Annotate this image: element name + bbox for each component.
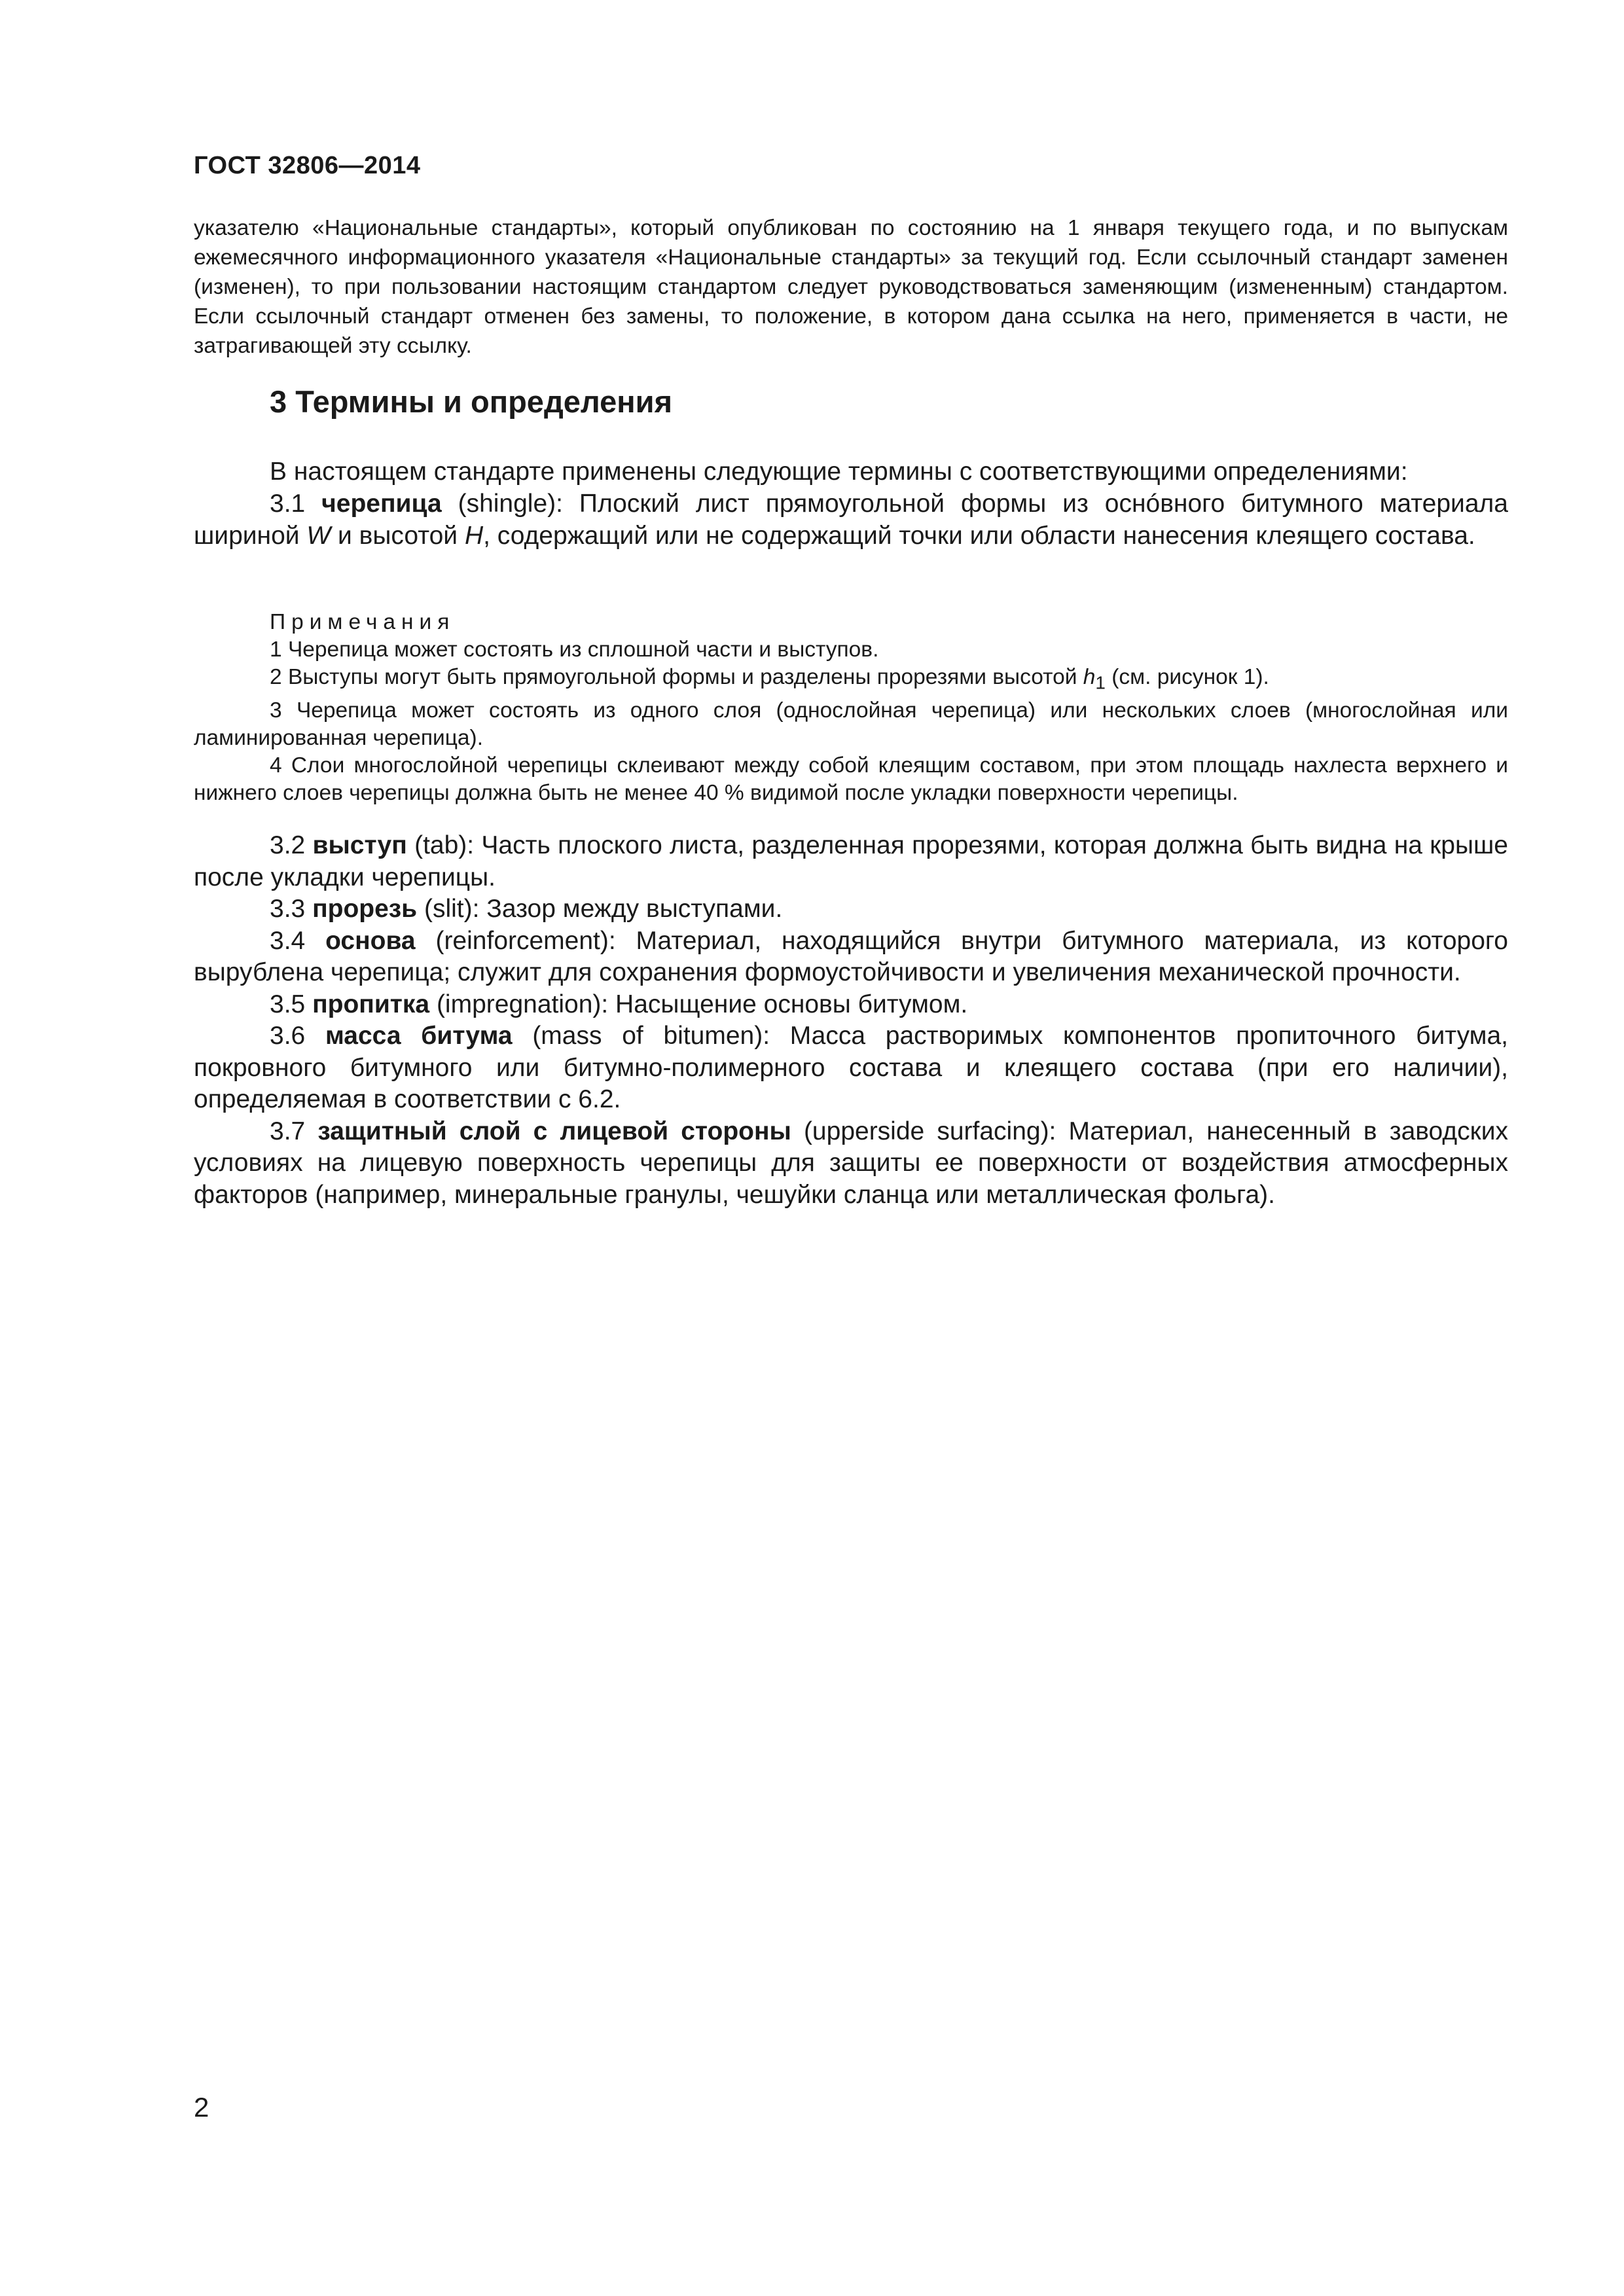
definition-term: пропитка xyxy=(312,990,430,1018)
definition-3-6 xyxy=(194,1020,1508,1116)
document-header: ГОСТ 32806—2014 xyxy=(194,152,421,179)
note-2 xyxy=(194,664,1508,697)
definition-3-2 xyxy=(194,830,1508,893)
definition-text: (impregnation): Насыщение основы битумом. xyxy=(429,990,968,1018)
variable-h: h xyxy=(1083,665,1096,689)
definition-text: (tab): Часть плоского листа, разделенная прорезями, которая должна быть видна на крыше после укладки черепицы. xyxy=(194,831,1508,891)
definition-3-4 xyxy=(194,925,1508,989)
notes-block xyxy=(194,609,1508,807)
definition-text: (reinforcement): Материал, находящийся внутри битумного материала, из которого вырублена черепица; служит для сохранения формоустойчивости и увеличения механической прочности. xyxy=(194,926,1508,986)
definitions-block-top xyxy=(194,456,1508,552)
definition-text: и высотой xyxy=(331,522,465,550)
notes-heading: Примечания xyxy=(270,610,456,634)
definition-number: 3.1 xyxy=(270,490,306,518)
page-number: 2 xyxy=(194,2092,209,2123)
definition-text: (upperside surfacing): Материал, нанесенный в заводских условиях на лицевую поверхность черепицы для защиты ее поверхности от воздействия атмосферных факторов (например, минеральные гранулы, чешуйки сланца или металлическая фольга). xyxy=(194,1117,1508,1209)
definition-3-7 xyxy=(194,1116,1508,1211)
definition-number: 3.5 xyxy=(270,990,306,1018)
definition-text: , содержащий или не содержащий точки или области нанесения клеящего состава. xyxy=(483,522,1475,550)
definition-3-1 xyxy=(194,488,1508,552)
definition-term: основа xyxy=(325,926,416,955)
definitions-block-bottom xyxy=(194,830,1508,1211)
definition-number: 3.3 xyxy=(270,895,306,923)
definition-term: прорезь xyxy=(312,895,418,923)
definition-term: защитный слой с лицевой стороны xyxy=(317,1117,791,1145)
definition-number: 3.2 xyxy=(270,831,306,859)
definition-text: (shingle): Плоский лист прямоугольной формы из оснóвного битумного материала шириной xyxy=(194,490,1508,550)
section-lead: В настоящем стандарте применены следующие термины с соответствующими определениями: xyxy=(270,457,1408,486)
definition-3-5 xyxy=(194,989,1508,1021)
definition-3-3 xyxy=(194,893,1508,925)
variable-w: W xyxy=(306,522,331,550)
intro-paragraph: указателю «Национальные стандарты», который опубликован по состоянию на 1 января текущего года, и по выпускам ежемесячного информационного указателя «Национальные стандарты» за текущий год. Если ссылочный стандарт заменен (изменен), то при пользовании настоящим стандартом следует руководствоваться заменяющим (измененным) стандартом. Если ссылочный стандарт отменен без замены, то положение, в котором дана ссылка на него, применяется в части, не затрагивающей эту ссылку. xyxy=(194,216,1508,358)
note-1: 1 Черепица может состоять из сплошной части и выступов. xyxy=(270,637,879,662)
definition-term: выступ xyxy=(312,831,407,859)
definition-term: масса битума xyxy=(325,1022,513,1050)
definition-number: 3.4 xyxy=(270,926,306,955)
variable-h: H xyxy=(464,522,484,550)
note-text: 2 Выступы могут быть прямоугольной формы и разделены прорезями высотой xyxy=(270,665,1083,689)
note-3: 3 Черепица может состоять из одного слоя (однослойная черепица) или нескольких слоев (многослойная или ламинированная черепица). xyxy=(194,698,1508,750)
definition-text: (slit): Зазор между выступами. xyxy=(417,895,783,923)
definition-term: черепица xyxy=(321,490,442,518)
subscript: 1 xyxy=(1095,672,1106,693)
note-4: 4 Слои многослойной черепицы склеивают между собой клеящим составом, при этом площадь нахлеста верхнего и нижнего слоев черепицы должна быть не менее 40 % видимой после укладки поверхности черепицы. xyxy=(194,753,1508,805)
section-title: 3 Термины и определения xyxy=(270,384,672,419)
definition-text: (mass of bitumen): Масса растворимых компонентов пропиточного битума, покровного битумного или битумно-полимерного состава и клеящего состава (при его наличии), определяемая в соответствии с 6.2. xyxy=(194,1022,1508,1113)
definition-number: 3.7 xyxy=(270,1117,306,1145)
note-text: (см. рисунок 1). xyxy=(1105,665,1269,689)
definition-number: 3.6 xyxy=(270,1022,306,1050)
